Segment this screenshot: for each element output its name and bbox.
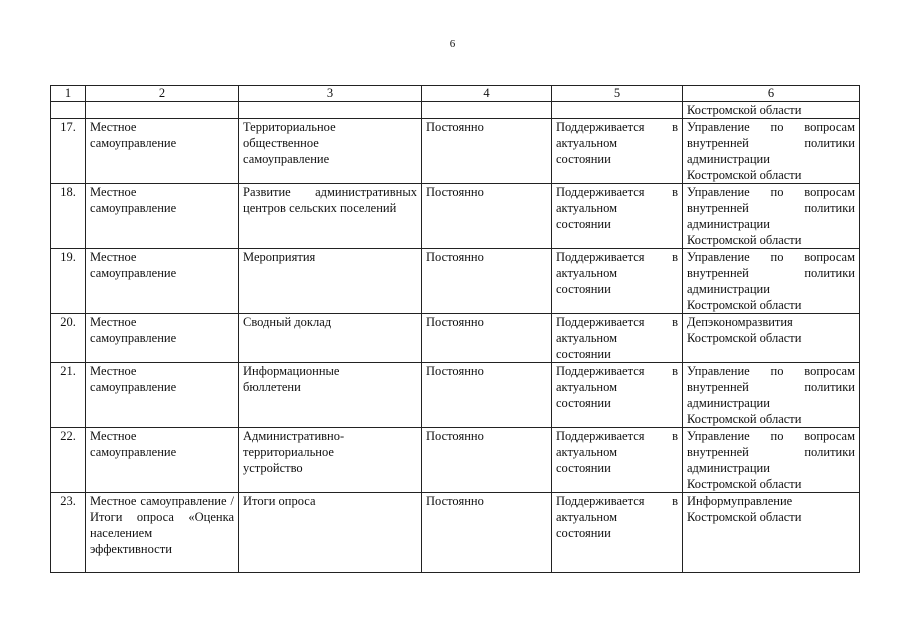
item-text: Информационные бюллетени — [243, 364, 340, 394]
row-number-cell — [51, 428, 86, 493]
row-number-cell — [51, 249, 86, 314]
status-text: Поддерживается в актуальном состоянии — [556, 185, 678, 231]
responsible-cell — [683, 314, 860, 363]
area-text: Местное самоуправление — [90, 120, 177, 150]
period-cell — [422, 314, 552, 363]
page-number: 6 — [449, 38, 456, 50]
period-cell — [422, 119, 552, 184]
status-text: Поддерживается в актуальном состоянии — [556, 364, 678, 410]
status-cell — [552, 249, 683, 314]
area-text: Местное самоуправление — [90, 429, 177, 459]
table-row — [51, 363, 860, 428]
period-cell — [422, 493, 552, 573]
column-header-1: 1 — [51, 86, 86, 102]
item-cell — [239, 493, 422, 573]
period-cell — [422, 184, 552, 249]
column-header-4: 4 — [422, 86, 552, 102]
responsible-cell — [683, 493, 860, 573]
status-cell — [552, 363, 683, 428]
area-text: Местное самоуправление — [90, 185, 177, 215]
responsible-text: Депэкономразвития Костромской области — [687, 315, 802, 345]
row-number-cell — [51, 184, 86, 249]
area-text: Местное самоуправление — [90, 315, 177, 345]
responsible-cell — [683, 102, 860, 119]
row-number: 19. — [60, 250, 76, 264]
area-text: Местное самоуправление — [90, 364, 177, 394]
area-cell — [86, 249, 239, 314]
period-text: Постоянно — [426, 315, 484, 329]
area-cell — [86, 184, 239, 249]
table-row — [51, 314, 860, 363]
table-row — [51, 249, 860, 314]
row-number-cell — [51, 119, 86, 184]
area-text: Местное самоуправление / Итоги опроса «Оценка населением эффективности — [90, 494, 234, 556]
column-header-6: 6 — [683, 86, 860, 102]
table-row-continuation — [51, 102, 860, 119]
table-row — [51, 184, 860, 249]
row-number: 20. — [60, 315, 76, 329]
item-cell — [239, 249, 422, 314]
table-row — [51, 119, 860, 184]
row-number-cell — [51, 363, 86, 428]
responsible-cell — [683, 119, 860, 184]
area-cell — [86, 314, 239, 363]
header-row — [51, 86, 860, 102]
row-number: 21. — [60, 364, 76, 378]
responsible-cell — [683, 363, 860, 428]
period-cell — [422, 428, 552, 493]
responsible-cell — [683, 428, 860, 493]
responsible-text: Костромской области — [687, 103, 802, 117]
responsible-text: Управление по вопросам внутренней политики администрации Костромской области — [687, 185, 855, 247]
item-text: Административно- территориальное устройство — [243, 429, 345, 475]
item-text: Развитие административных центров сельских поселений — [243, 185, 417, 215]
responsible-text: Управление по вопросам внутренней политики администрации Костромской области — [687, 120, 855, 182]
status-text: Поддерживается в актуальном состоянии — [556, 429, 678, 475]
row-number-cell — [51, 102, 86, 119]
period-text: Постоянно — [426, 120, 484, 134]
item-cell — [239, 314, 422, 363]
area-cell — [86, 119, 239, 184]
column-header-5: 5 — [552, 86, 683, 102]
area-text: Местное самоуправление — [90, 250, 177, 280]
responsible-cell — [683, 249, 860, 314]
area-cell — [86, 493, 239, 573]
period-cell — [422, 249, 552, 314]
period-text: Постоянно — [426, 185, 484, 199]
period-text: Постоянно — [426, 494, 484, 508]
responsible-text: Информуправление Костромской области — [687, 494, 802, 524]
period-text: Постоянно — [426, 250, 484, 264]
status-cell — [552, 184, 683, 249]
row-number-cell — [51, 314, 86, 363]
period-text: Постоянно — [426, 364, 484, 378]
registry-table — [50, 85, 860, 573]
item-text: Итоги опроса — [243, 494, 316, 508]
status-cell — [552, 493, 683, 573]
row-number: 17. — [60, 120, 76, 134]
item-cell — [239, 102, 422, 119]
table-row — [51, 428, 860, 493]
status-cell — [552, 314, 683, 363]
area-cell — [86, 363, 239, 428]
item-text: Сводный доклад — [243, 315, 332, 329]
status-text: Поддерживается в актуальном состоянии — [556, 494, 678, 540]
status-cell — [552, 428, 683, 493]
row-number: 22. — [60, 429, 76, 443]
responsible-text: Управление по вопросам внутренней политики администрации Костромской области — [687, 364, 855, 426]
column-header-3: 3 — [239, 86, 422, 102]
period-cell — [422, 102, 552, 119]
item-cell — [239, 363, 422, 428]
status-text: Поддерживается в актуальном состоянии — [556, 120, 678, 166]
row-number-cell — [51, 493, 86, 573]
column-header-2: 2 — [86, 86, 239, 102]
responsible-text: Управление по вопросам внутренней политики администрации Костромской области — [687, 250, 855, 312]
item-cell — [239, 184, 422, 249]
item-text: Территориальное общественное самоуправление — [243, 120, 336, 166]
item-cell — [239, 119, 422, 184]
area-cell — [86, 428, 239, 493]
status-text: Поддерживается в актуальном состоянии — [556, 315, 678, 361]
status-cell — [552, 102, 683, 119]
area-cell — [86, 102, 239, 119]
table-row — [51, 493, 860, 573]
row-number: 23. — [60, 494, 76, 508]
status-text: Поддерживается в актуальном состоянии — [556, 250, 678, 296]
status-cell — [552, 119, 683, 184]
item-cell — [239, 428, 422, 493]
item-text: Мероприятия — [243, 250, 316, 264]
period-text: Постоянно — [426, 429, 484, 443]
responsible-text: Управление по вопросам внутренней политики администрации Костромской области — [687, 429, 855, 491]
responsible-cell — [683, 184, 860, 249]
row-number: 18. — [60, 185, 76, 199]
period-cell — [422, 363, 552, 428]
